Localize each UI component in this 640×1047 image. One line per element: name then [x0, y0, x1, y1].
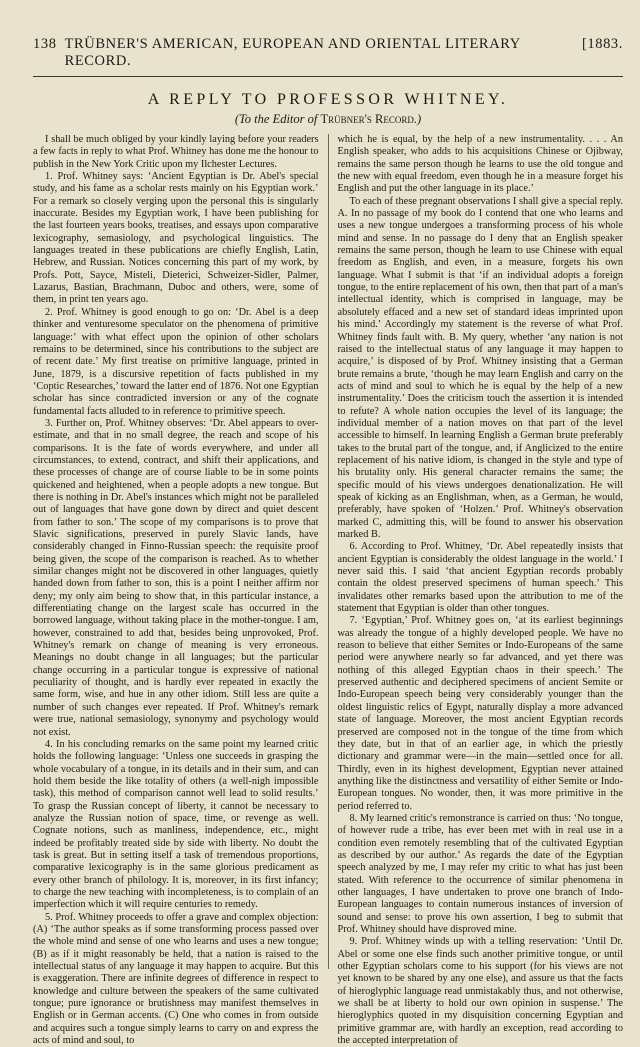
paragraph: 3. Further on, Prof. Whitney observes: ‘Dr. Abel appears to over-estimate, and that in no small degree, the reach and scope of his comparisons. It is the fate of words everywhere, and under all circumstances, to extend, contract, and shift their applications, and these processes of change are of course liable to be in some points quickened and heightened, when a people adopts a new tongue. But there is nothing in Dr. Abel's instances which might not be paralleled out of languages that have gone down by direct and quiet descent from father to son.’ The scope of my comparisons is to prove that Slavic significations, preserved in purely Slavic lands, have considerably changed in Finno-Russian speech: the requisite proof being given, the scope of the comparison is reached. As to whether similar changes might not be discovered in other languages, quietly handed down from father to son, this is a point I neither affirm nor deny; my only aim being to show that, in this particular instance, a differentiating change on the largest scale has occurred in the borrowed language, without taking place in the mother-tongue. I am, however, constrained to add that, besides being unprovoked, Prof. Whitney's remark on change of meaning is very erroneous. Meanings no doubt change in all languages; but the particular change occurring in a particular tongue is expressive of national peculiarity of thought, and is hardly ever repeated in exactly the same form, wise, and hue in any other idiom. Still less are quite a number of such changes ever repeated. If Prof. Whitney's remark were true, national semasiology, synonymy and psychology would not exist.: [33, 417, 319, 738]
paragraph: 4. In his concluding remarks on the same point my learned critic holds the following language: ‘Unless one succeeds in grasping the whole vocabulary of a tongue, in its details and in their sum, and can hold them beside the like totality of others (a well-nigh impossible task), this method of comparison cannot well lead to solid results.’ To grasp the Russian concept of liberty, it cannot be necessary to analyze the Russian notion of space, time, or revenge as well. Cognate notions, such as manliness, independence, etc., might indeed be profitably treated side by side with liberty. No doubt the task is great. But in setting itself a task of tremendous proportions, comparative lexicography is in the same glorious predicament as every other branch of philology. It is, moreover, in its first infancy; to charge the new teaching with incompleteness, is to complain of an imperfection which it will require centuries to remedy.: [33, 738, 319, 911]
right-column: [328, 134, 624, 1047]
article-title: A REPLY TO PROFESSOR WHITNEY.: [147, 91, 509, 108]
paragraph: 7. ‘Egyptian,’ Prof. Whitney goes on, ‘at its earliest beginnings was already the tongue of a highly developed people. We have no reason to believe that either Semites or Indo-Europeans of the same period were anywhere nearly so far advanced, and yet there was nothing of this alleged Egyptian chaos in their speech.’ The preserved authentic and deciphered specimens of ancient Semite or Indo-European speech being very considerably younger than the oldest linguistic relics of Egypt, naturally display a more advanced state of language. Moreover, the most ancient Egyptian records preserved are composed not in the tongue of the time from which they date, but in that of an earlier age, in which the priestly dictionary and grammar were—in the main—settled once for all. Thirdly, even in its highest development, Egyptian never attained anything like the distinctness and versatility of either Semite or Indo-European tongues. No wonder, then, it was more primitive in the period referred to.: [337, 615, 623, 812]
paragraph: 9. Prof. Whitney winds up with a telling reservation: ‘Until Dr. Abel or some one else finds such another primitive tongue, or until other Egyptian scholars come to his support (for his views are not yet known to be shared by any one else), and assure us that the facts of hieroglyphic language read unmistakably thus, and not otherwise, we shall be at liberty to hold our own opinion in suspense.’ The hieroglyphics quoted in my disquisition concerning Egyptian and primitive grammar are, with hardly an exception, read according to the accepted interpretation of: [337, 936, 623, 1047]
paragraph: which he is equal, by the help of a new instrumentality. . . . An English speaker, who adds to his acquisitions Chinese or Ojibway, remains the same person though he learns to use the old tongue and the new with equal freedom, even though he in a measure forget his English and put the other language in its place.’: [337, 134, 623, 195]
paragraph: 6. According to Prof. Whitney, ‘Dr. Abel repeatedly insists that ancient Egyptian is considerably the oldest language in the world.’ I never said this. I said ‘that ancient Egyptian records probably contain the oldest preserved specimens of human speech.’ This invalidates other remarks based upon the attribution to me of the statement that Egyptian is older than other tongues.: [337, 541, 623, 615]
paragraph: To each of these pregnant observations I shall give a special reply. A. In no passage of my book do I contend that one who learns and uses a new tongue undergoes a transforming process of his whole mind and sense. In no passage do I deny that an English speaker remains the same person, though he learn to use Chinese with equal freedom as English, and even, in a measure, forgets his own language. What I submit is that ‘if an individual adopts a foreign tongue, to the entire replacement of his own, then that part of a man's intellectual identity, which is comprised in language, may be absolutely effaced and a new set of standard ideas imprinted upon his mind.’ Accordingly my statement is the reverse of what Prof. Whitney finds fault with. B. My query, whether ‘any nation is not raised to the intellectual status of any language it may happen to acquire,’ is disposed of by Prof. Whitney insisting that a German brute remains a brute, ‘though he may learn English and carry on the acts of mind and soul to which he is equal by the help of a new instrumentality.’ Does the criticism touch the assertion it is intended to refute? A whole nation occupies the level of its language; the individual member of a nation moves on that part of the level accessible to himself. In learning English a German brute preferably takes to the brutal part of the tongue, and, if Anglicized to the entire replacement of his native idiom, is changed in the style and type of his brutality only. His general character remains the same; the specific mould of his views undergoes denationalization. He will speak of kicking as an Englishman, when, as a German, he would, preferably, have spoken of ‘Holzen.’ Prof. Whitney's observation marked C, admitting this, will be found to answer his observation marked B.: [337, 195, 623, 540]
paragraph: 1. Prof. Whitney says: ‘Ancient Egyptian is Dr. Abel's special study, and his fame as a scholar rests mainly on his Egyptian work.’ For a remark so closely verging upon the personal this is singularly inaccurate. Besides my Egyptian work, I have been publishing for the last fourteen years books, treatises, and essays upon comparative lexicography, semasiology, and psychological linguistics. The languages treated in these publications are chiefly English, Latin, Hebrew, and Russian. Notices concerning this part of my work, by Profs. Pott, Sayce, Misteli, Dieterici, Schweizer-Sidler, Palmer, Lazarus, Bastian, Brachmann, Duboc and others, were, some of them, in print ten years ago.: [33, 171, 319, 306]
paragraph: 5. Prof. Whitney proceeds to offer a grave and complex objection: (A) ‘The author speaks as if some transforming process passed over the whole mind and sense of one who learns and uses a new tongue; (B) as if it might reasonably be held, that a nation is raised to the intellectual status of any language it may happen to acquire. But this is exaggeration. There are infinite degrees of difference in respect to knowledge and culture between the speakers of the same cultivated tongue; pure ignorance or brutishness may manifest themselves in English or in German accents. (C) One who comes in from outside and acquires such a tongue simply learns to carry on and express the acts of mind and soul, to: [33, 911, 319, 1047]
paragraph: 2. Prof. Whitney is good enough to go on: ‘Dr. Abel is a deep thinker and venturesome speculator on the phenomena of primitive language:’ with what effect upon the opinion of other scholars remains to be determined, since his contributions to the subject are of recent date.’ My first treatise on primitive language, printed in June, 1879, is a discursive repetition of facts published in my ‘Coptic Researches,’ toward the latter end of 1876. Not one Egyptian scholar has since contradicted inversion or any of the cognate fundamental facts alluded to in reference to primitive speech.: [33, 306, 319, 417]
issue-year: [1883.: [581, 36, 623, 52]
running-title: TRÜBNER'S AMERICAN, EUROPEAN AND ORIENTAL LITERARY RECORD.: [64, 36, 521, 69]
page-number: 138: [33, 36, 57, 52]
article-subtitle: [33, 112, 623, 127]
body-columns: [33, 134, 623, 1047]
journal-name: Trübner's Record: [320, 112, 414, 126]
subtitle-prefix: (To the Editor of: [234, 112, 321, 126]
paragraph: I shall be much obliged by your kindly laying before your readers a few facts in reply to what Prof. Whitney has done me the honour to publish in the New York Critic upon my Ilchester Lectures.: [33, 134, 319, 170]
left-column: [33, 134, 328, 1047]
paragraph: 8. My learned critic's remonstrance is carried on thus: ‘No tongue, of however rude a tribe, has ever been met with in real use in a condition even remotely resembling that of the cultivated Egyptian as described by our author.’ As regards the date of the Egyptian speech analyzed by me, I may refer my critic to what has just been stated. With reference to the occurrence of similar phenomena in other languages, I have undertaken to prove one branch of Indo-European languages to contain numerous instances of inversion of sound and sense: to prove his own assertion, I beg to submit that Prof. Whitney should have disproved mine.: [337, 812, 623, 935]
subtitle-suffix: .): [413, 112, 422, 126]
running-head: [33, 36, 623, 77]
